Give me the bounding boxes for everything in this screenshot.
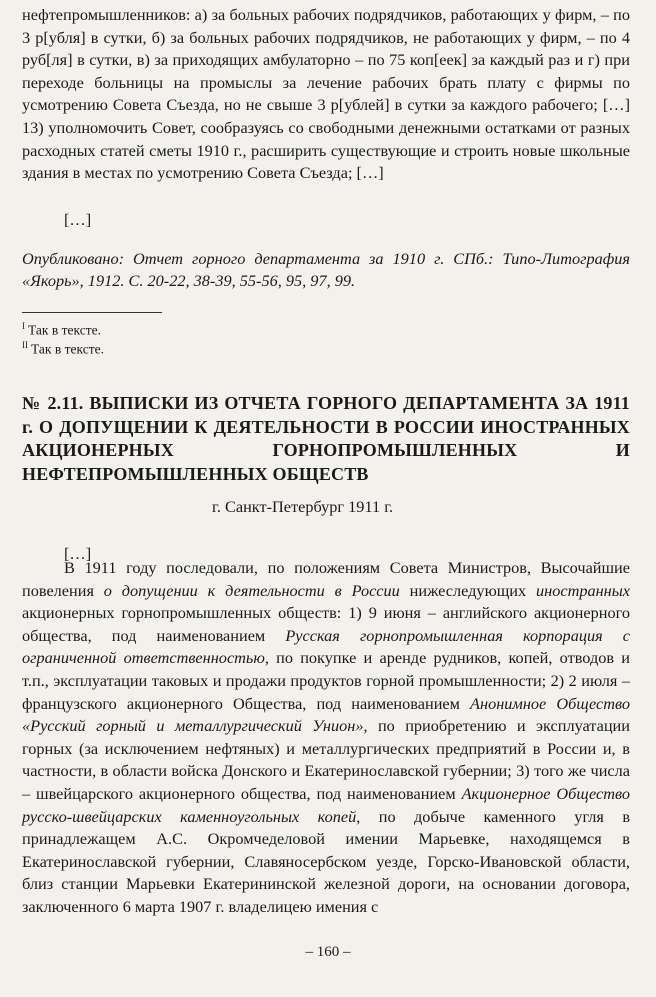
main-italic-4: Анонимное Общество «Русский горный и металлургический Унион»	[22, 693, 630, 736]
main-text-3: акционерных горнопромышленных обществ: 1) 9 июня – английского акционерного общества, под наименованием	[22, 603, 630, 645]
main-text-1: В 1911 году последовали, по положениям Совета Министров, Высочайшие повеления	[22, 558, 630, 600]
footnote-1	[22, 318, 101, 339]
footnote-2-mark: II	[22, 340, 28, 350]
main-italic-1: о допущении к деятельности в России	[103, 580, 400, 600]
section-heading-text: № 2.11. ВЫПИСКИ ИЗ ОТЧЕТА ГОРНОГО ДЕПАРТАМЕНТА ЗА 1911 г. О ДОПУЩЕНИИ К ДЕЯТЕЛЬНОСТИ В РОССИИ ИНОСТРАННЫХ АКЦИОНЕРНЫХ ГОРНОПРОМЫШЛЕННЫХ И НЕФТЕПРОМЫШЛЕННЫХ ОБЩЕСТВ	[22, 393, 630, 484]
main-text-4: , по покупке и аренде рудников, копей, отводов и т.п., эксплуатации таковых и продажи продуктов горной промышленности; 2) 2 июля – французского акционерного Общества, под наименованием	[22, 648, 630, 713]
main-italic-3: Русская горнопромышленная корпорация с ограниченной ответственностью	[22, 625, 630, 668]
place-date: г. Санкт-Петербург 1911 г.	[212, 497, 394, 516]
main-text-2: нижеследующих	[399, 580, 536, 600]
footnote-1-text: Так в тексте.	[28, 322, 101, 338]
published-text: Опубликовано: Отчет горного департамента за 1910 г. СПб.: Типо-Литография «Якорь», 1912. С. 20-22, 38-39, 55-56, 95, 97, 99.	[22, 249, 630, 291]
section-heading	[22, 392, 630, 486]
footnote-1-mark: I	[22, 321, 25, 331]
main-text-6: , по добыче каменного угля в принадлежащем А.С. Окромчеделовой имении Марьевке, находящемся в Екатеринославской губернии, Славяносербском уезде, Горско-Ивановской области, близ станции Марьевки Екатерининской железной дороги, на основании договора, заключенного 6 марта 1907 г. владелицею имения с	[22, 806, 631, 916]
ellipsis-top: […]	[64, 210, 92, 229]
main-italic-2: иностранных	[535, 580, 631, 600]
published-note	[22, 248, 630, 293]
ellipsis-main: […]	[64, 544, 92, 563]
main-italic-5: Акционерное Общество русско-швейцарских каменноугольных копей	[22, 783, 631, 826]
page-number: – 160 –	[305, 944, 351, 960]
top-paragraph	[22, 4, 630, 185]
top-paragraph-text: нефтепромышленников: а) за больных рабочих подрядчиков, работающих у фирм, – по 3 р[убля] в сутки, б) за больных рабочих подрядчиков, не работающих у фирм, – по 4 руб[ля] в сутки, в) за приходящих амбулаторно – по 75 коп[еек] за каждый раз и г) при переходе больницы на промыслы за лечение рабочих брать плату с фирмы по усмотрению Совета Съезда, но не свыше 3 р[ублей] в сутки за каждого рабочего; […] 13) уполномочить Совет, сообразуясь со свободными денежными остатками от разных расходных статей сметы 1910 г., расширить существующие и строить новые школьные здания в местах по усмотрению Совета Съезда; […]	[22, 5, 630, 183]
footnote-2	[22, 337, 104, 358]
footnote-2-text: Так в тексте.	[31, 341, 104, 357]
main-paragraph-text	[22, 557, 630, 919]
main-paragraph	[22, 557, 630, 919]
main-text-5: , по приобретению и эксплуатации горных (за исключением нефтяных) и металлургических предприятий в России и, в частности, в области войска Донского и Екатеринославской губернии; 3) того же числа – швейцарского акционерного общества, под наименованием	[22, 716, 630, 803]
footnote-rule	[22, 312, 162, 313]
